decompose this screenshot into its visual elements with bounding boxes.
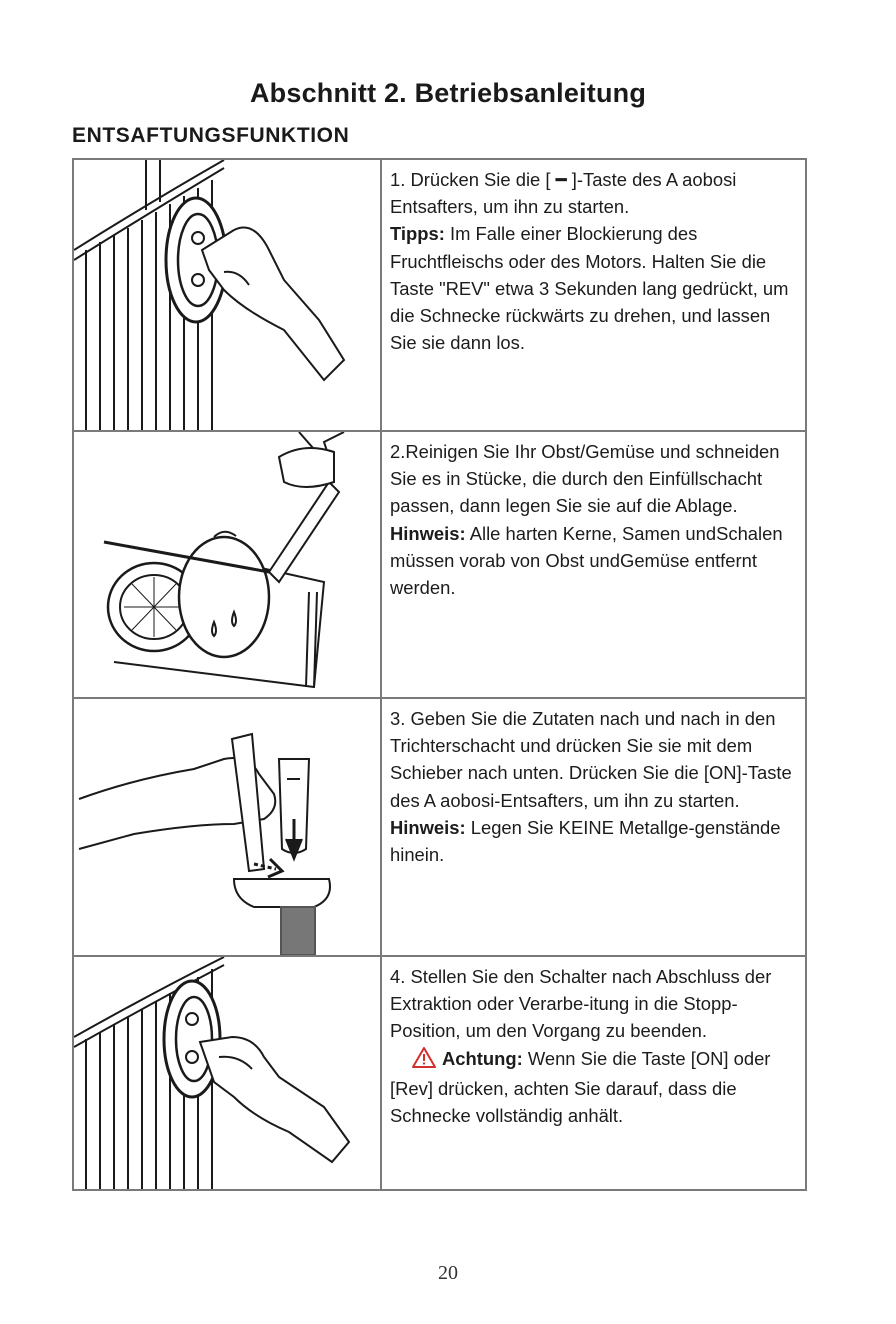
knife-cutting-fruit-icon xyxy=(74,432,380,697)
hand-turning-switch-icon xyxy=(74,957,380,1189)
step-illustration xyxy=(74,699,382,955)
tip-label: Tipps: xyxy=(390,223,445,245)
instruction-table xyxy=(72,158,807,1191)
step-illustration xyxy=(74,160,382,430)
step-illustration xyxy=(74,957,382,1189)
step-instruction: 2.Reinigen Sie Ihr Obst/Gemüse und schneiden Sie es in Stücke, die durch den Einfüllschacht passen, dann legen Sie sie auf die Ablage. xyxy=(390,441,780,517)
page-title: Abschnitt 2. Betriebsanleitung xyxy=(249,78,647,108)
page-number: 20 xyxy=(438,1262,458,1284)
step-text xyxy=(390,963,795,1129)
hand-inserting-food-pusher-icon xyxy=(74,699,380,955)
step-instruction: 3. Geben Sie die Zutaten nach und nach in den Trichterschacht und drücken Sie sie mit dem Schieber nach unten. Drücken Sie die [ON]-Taste des A aobosi-Entsafters, um ihn zu starten. xyxy=(390,708,792,811)
section-heading: ENTSAFTUNGSFUNKTION xyxy=(72,124,350,147)
step-row xyxy=(74,699,805,957)
warning-label: Achtung: xyxy=(442,1047,523,1069)
step-illustration xyxy=(74,432,382,697)
step-instruction: 4. Stellen Sie den Schalter nach Abschluss der Extraktion oder Verarbe-itung in die Stopp-Position, um den Vorgang zu beenden. xyxy=(390,966,772,1042)
step-text xyxy=(390,166,795,356)
warning-line xyxy=(390,1048,523,1069)
step-text xyxy=(390,438,795,601)
hand-pressing-button-icon xyxy=(74,160,380,430)
note-label: Hinweis: xyxy=(390,522,466,544)
step-text xyxy=(390,705,795,868)
step-row xyxy=(74,957,805,1189)
note-text: Legen Sie KEINE Metallge-genstände hinein. xyxy=(390,816,781,866)
step-instruction: 1. Drücken Sie die [ ━ ]-Taste des A aobosi Entsafters, um ihn zu starten. xyxy=(390,169,737,218)
warning-text: Wenn Sie die Taste [ON] oder [Rev] drücken, achten Sie darauf, dass die Schnecke vollständig anhält. xyxy=(390,1047,771,1127)
step-row xyxy=(74,160,805,432)
tip-text: Im Falle einer Blockierung des Fruchtfleischs oder des Motors. Halten Sie die Taste "REV" etwa 3 Sekunden lang gedrückt, um die Schnecke rückwärts zu drehen, und lassen Sie sie dann los. xyxy=(390,223,789,354)
note-label: Hinweis: xyxy=(390,816,466,838)
note-text: Alle harten Kerne, Samen undSchalen müssen vorab von Obst undGemüse entfernt werden. xyxy=(390,522,783,599)
warning-triangle-icon xyxy=(412,1047,436,1075)
step-row xyxy=(74,432,805,699)
